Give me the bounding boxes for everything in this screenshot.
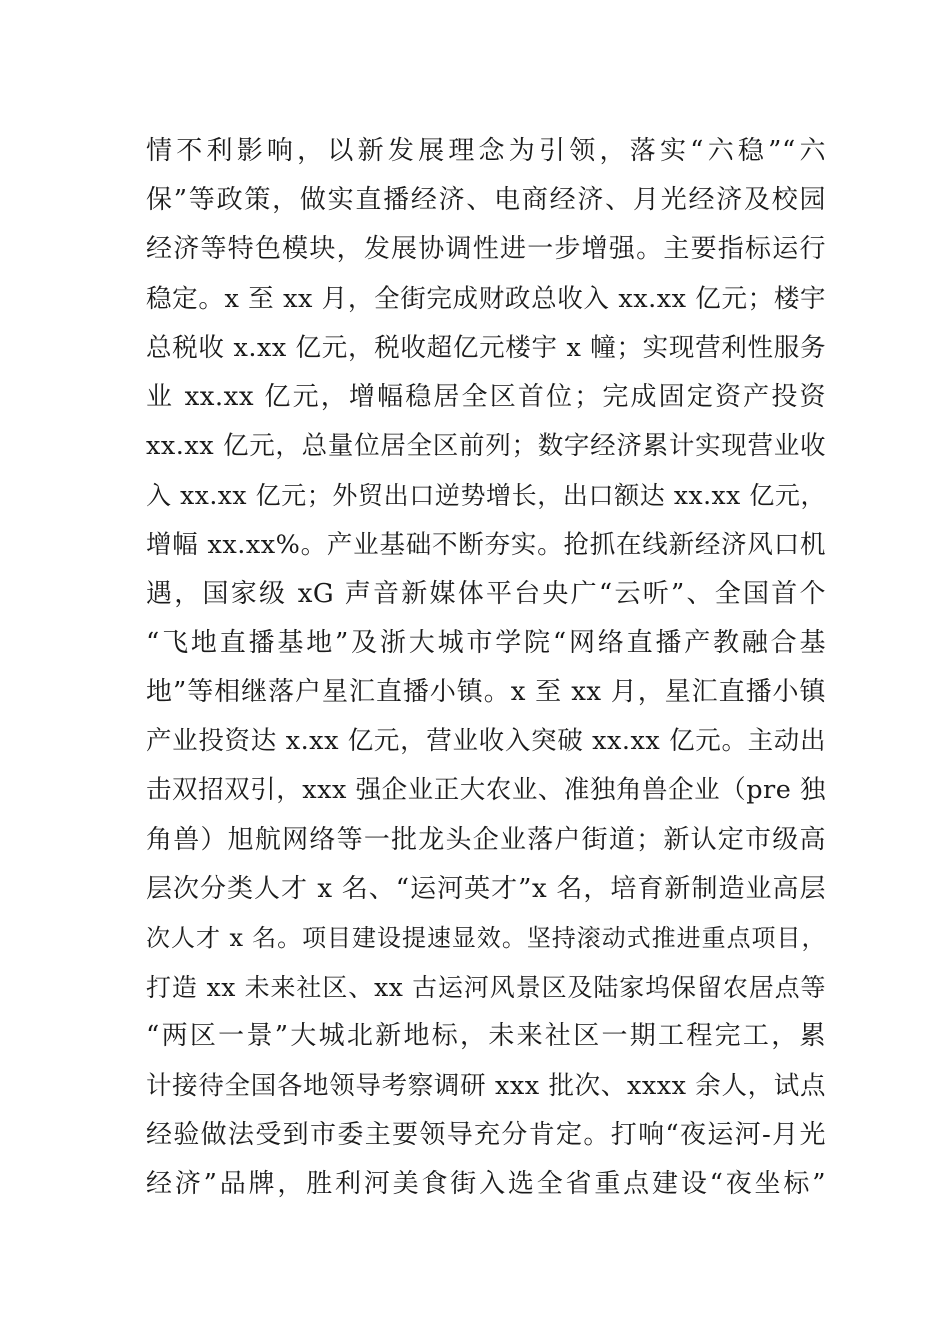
text-line: 业 xx.xx 亿元，增幅稳居全区首位；完成固定资产投资 — [146, 381, 826, 412]
text-line: 情不利影响，以新发展理念为引领，落实“六稳”“六 — [146, 136, 826, 166]
text-line: 遇，国家级 xG 声音新媒体平台央广“云听”、全国首个 — [146, 578, 826, 609]
text-line: 计接待全国各地领导考察调研 xxx 批次、xxxx 余人，试点 — [146, 1070, 826, 1101]
text-line: 次人才 x 名。项目建设提速显效。坚持滚动式推进重点项目， — [146, 924, 826, 952]
text-line: 经验做法受到市委主要领导充分肯定。打响“夜运河-月光 — [146, 1119, 826, 1150]
text-line: 产业投资达 x.xx 亿元，营业收入突破 xx.xx 亿元。主动出 — [146, 726, 826, 757]
text-line: 打造 xx 未来社区、xx 古运河风景区及陆家坞保留农居点等 — [146, 973, 826, 1003]
text-line: 经济等特色模块，发展协调性进一步增强。主要指标运行 — [146, 234, 826, 265]
text-line: 保”等政策，做实直播经济、电商经济、月光经济及校园 — [146, 185, 826, 216]
text-line: 总税收 x.xx 亿元，税收超亿元楼宇 x 幢；实现营利性服务 — [146, 332, 826, 363]
text-line: 入 xx.xx 亿元；外贸出口逆势增长，出口额达 xx.xx 亿元， — [146, 481, 826, 511]
text-line: 经济”品牌，胜利河美食街入选全省重点建设“夜坐标” — [146, 1168, 826, 1199]
text-line: 角兽）旭航网络等一批龙头企业落户街道；新认定市级高 — [146, 824, 826, 855]
text-line: 稳定。x 至 xx 月，全街完成财政总收入 xx.xx 亿元；楼宇 — [146, 283, 826, 314]
text-line: “两区一景”大城北新地标，未来社区一期工程完工，累 — [146, 1021, 826, 1052]
body-text — [146, 127, 826, 1209]
text-line: “飞地直播基地”及浙大城市学院“网络直播产教融合基 — [146, 627, 826, 658]
text-line: xx.xx 亿元，总量位居全区前列；数字经济累计实现营业收 — [146, 431, 826, 462]
text-line: 增幅 xx.xx%。产业基础不断夯实。抢抓在线新经济风口机 — [146, 529, 826, 560]
text-line: 击双招双引，xxx 强企业正大农业、准独角兽企业（pre 独 — [146, 775, 826, 806]
text-line: 地”等相继落户星汇直播小镇。x 至 xx 月，星汇直播小镇 — [146, 677, 826, 708]
text-line: 层次分类人才 x 名、“运河英才”x 名，培育新制造业高层 — [146, 873, 826, 904]
